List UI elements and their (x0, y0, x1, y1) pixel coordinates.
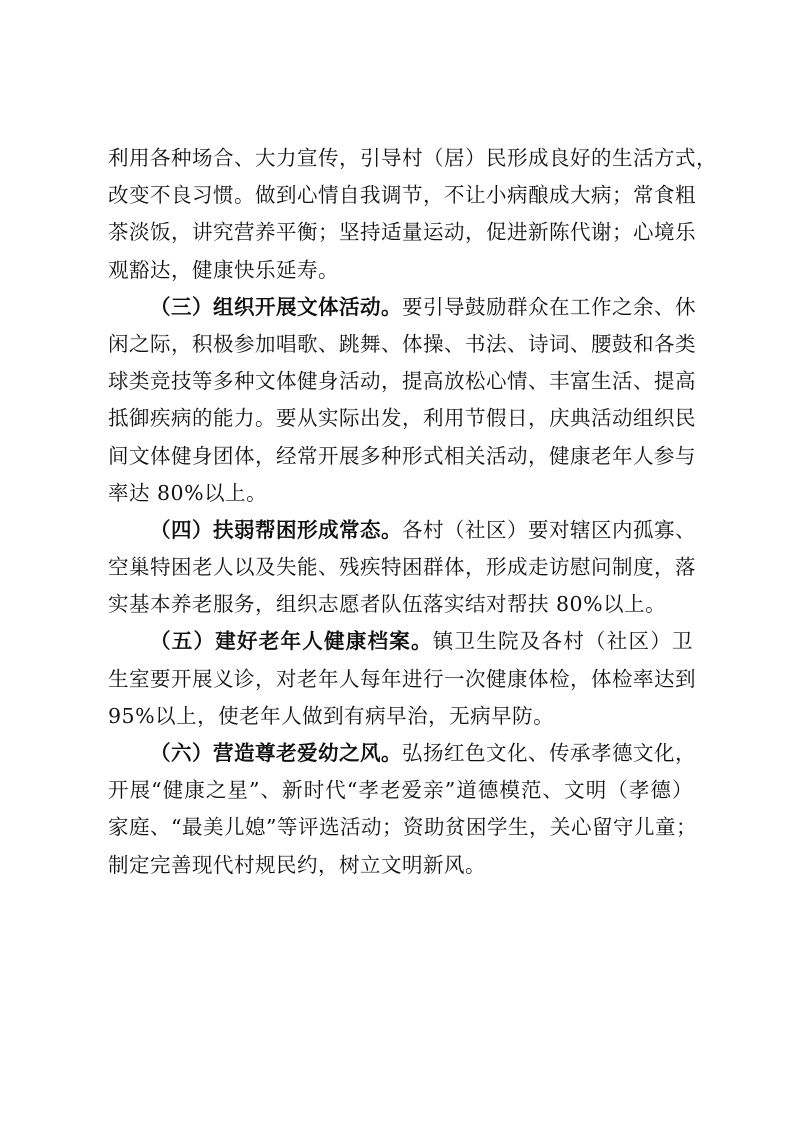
text-run: 各村（社区）要对辖区内孤寡、 (402, 517, 696, 542)
text-line: 空巢特困老人以及失能、残疾特困群体，形成走访慰问制度，落 (108, 555, 696, 580)
text-run: 弘扬红色文化、传承孝德文化， (402, 741, 696, 765)
text-line: 开展“健康之星”、新时代“孝老爱亲”道德模范、文明（孝德） (108, 778, 693, 803)
text-line: 95%以上，使老年人做到有病早治，无病早防。 (108, 703, 555, 728)
text-line: 利用各种场合、大力宣传，引导村（居）民形成良好的生活方式， (108, 146, 717, 170)
text-line: 茶淡饭，讲究营养平衡；坚持适量运动，促进新陈代谢；心境乐 (108, 220, 696, 245)
text-line: 闲之际，积极参加唱歌、跳舞、体操、书法、诗词、腰鼓和各类 (108, 331, 696, 356)
paragraph-culture-sports (108, 289, 696, 512)
section-heading: （三）组织开展文体活动。 (150, 294, 402, 319)
text-line: 实基本养老服务，组织志愿者队伍落实结对帮扶 80%以上。 (108, 592, 667, 617)
text-line: 家庭、“最美儿媳”等评选活动；资助贫困学生，关心留守儿童； (108, 815, 697, 840)
text-run: 镇卫生院及各村（社区）卫 (432, 629, 693, 654)
text-line: 抵御疾病的能力。要从实际出发，利用节假日，庆典活动组织民 (108, 406, 696, 431)
paragraph-health-records (108, 623, 696, 735)
paragraph-assist-weak (108, 512, 696, 624)
text-line: 改变不良习惯。做到心情自我调节，不让小病酿成大病；常食粗 (108, 183, 696, 208)
text-line (108, 735, 696, 772)
text-line: 间文体健身团体，经常开展多种形式相关活动，健康老年人参与 (108, 443, 696, 468)
section-heading: （四）扶弱帮困形成常态。 (150, 517, 402, 542)
text-line (108, 512, 696, 549)
text-line: 生室要开展义诊，对老年人每年进行一次健康体检，体检率达到 (108, 666, 696, 691)
paragraph-respect-elders (108, 735, 697, 884)
text-line (108, 623, 693, 660)
text-line: 制定完善现代村规民约，树立文明新风。 (108, 852, 486, 877)
section-heading: （五）建好老年人健康档案。 (150, 629, 433, 654)
section-heading: （六）营造尊老爱幼之风。 (150, 741, 402, 765)
text-line: 观豁达，健康快乐延寿。 (108, 257, 339, 282)
paragraph-lifestyle (108, 140, 717, 289)
text-line: 率达 80%以上。 (108, 480, 268, 505)
text-line (108, 289, 696, 326)
text-run: 要引导鼓励群众在工作之余、休 (402, 294, 696, 319)
text-line: 球类竞技等多种文体健身活动，提高放松心情、丰富生活、提高 (108, 369, 696, 394)
document-page (108, 140, 717, 884)
